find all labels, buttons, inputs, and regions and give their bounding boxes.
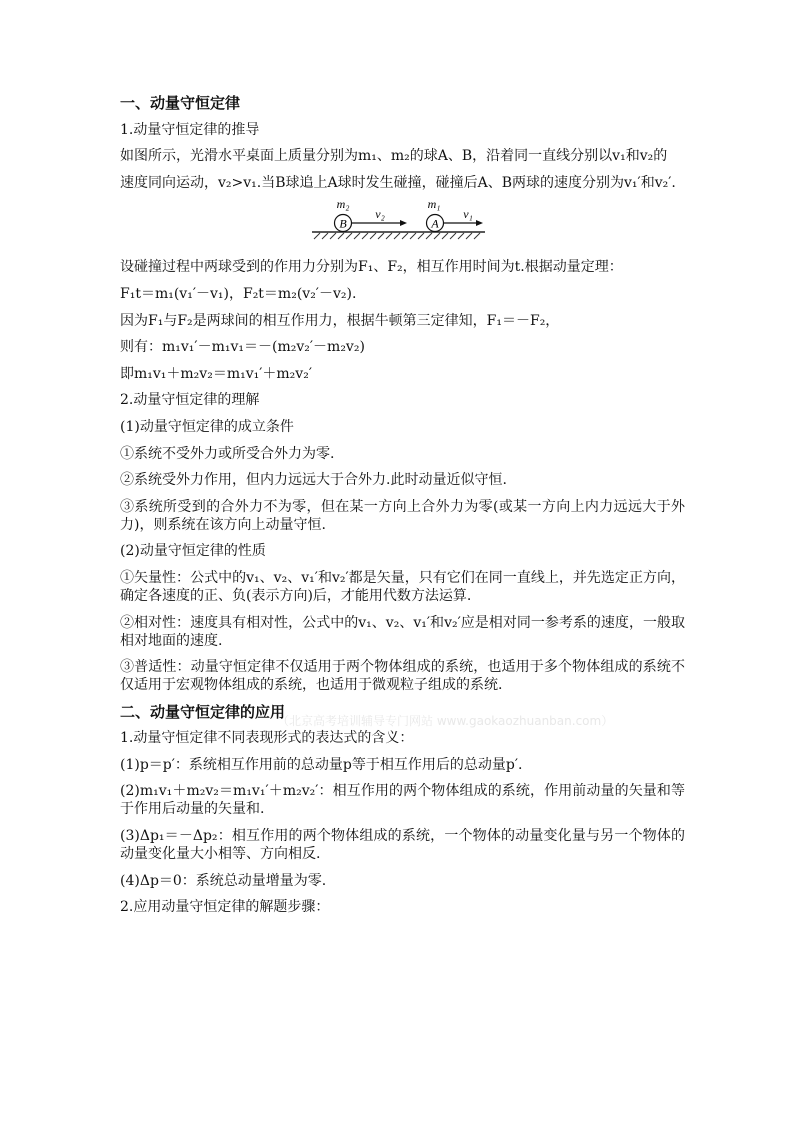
property-relativity: ②相对性：速度具有相对性，公式中的v₁、v₂、v₁′和v₂′应是相对同一参考系的速度，一般取相对地面的速度. — [120, 614, 685, 649]
intro-line-2: 速度同向运动，v₂>v₁.当B球追上A球时发生碰撞，碰撞后A、B两球的速度分别为v₁′和v₂′. — [120, 174, 676, 191]
properties-title: (2)动量守恒定律的性质 — [120, 543, 266, 560]
form-4: (4)Δp＝0：系统总动量增量为零. — [120, 872, 327, 889]
condition-3: ③系统所受到的合外力不为零，但在某一方向上合外力为零(或某一方向上内力远远大于外力)，则系统在该方向上动量守恒. — [120, 498, 685, 533]
document-body — [120, 94, 685, 925]
intro-line-1: 如图所示，光滑水平桌面上质量分别为m₁、m₂的球A、B，沿着同一直线分别以v₁和v₂的 — [120, 148, 668, 165]
subsection-1-2-title: 2.动量守恒定律的理解 — [120, 392, 260, 409]
condition-2: ②系统受外力作用，但内力远远大于合外力.此时动量近似守恒. — [120, 472, 507, 489]
ball-b-label: B — [339, 216, 347, 231]
derivation-line-4: 则有：m₁v₁′－m₁v₁＝－(m₂v₂′－m₂v₂) — [120, 339, 365, 356]
form-2: (2)m₁v₁＋m₂v₂＝m₁v₁′＋m₂v₂′：相互作用的两个物体组成的系统，作用前动量的矢量和等于作用后动量的矢量和. — [120, 783, 685, 818]
subsection-2-1-title: 1.动量守恒定律不同表现形式的表达式的含义： — [120, 730, 414, 747]
section-2-heading: 二、动量守恒定律的应用 — [120, 702, 286, 721]
derivation-line-3: 因为F₁与F₂是两球间的相互作用力，根据牛顿第三定律知，F₁＝－F₂， — [120, 312, 560, 329]
property-universality: ③普适性：动量守恒定律不仅适用于两个物体组成的系统，也适用于多个物体组成的系统不仅适用于宏观物体组成的系统，也适用于微观粒子组成的系统. — [120, 659, 685, 694]
mass-m1-label: m₁ — [427, 198, 441, 212]
hatch-marks — [314, 233, 480, 239]
velocity-v2-arrowhead — [400, 220, 407, 226]
ball-a-label: A — [431, 216, 439, 231]
derivation-line-1: 设碰撞过程中两球受到的作用力分别为F₁、F₂，相互作用时间为t.根据动量定理： — [120, 259, 623, 276]
subsection-1-1-title: 1.动量守恒定律的推导 — [120, 121, 260, 138]
subsection-2-2-title: 2.应用动量守恒定律的解题步骤： — [120, 899, 330, 916]
derivation-line-5: 即m₁v₁＋m₂v₂＝m₁v₁′＋m₂v₂′ — [120, 365, 312, 382]
watermark-text: （北京高考培训辅导专门网站 www.gaokaozhuanban.com） — [277, 714, 614, 728]
conditions-title: (1)动量守恒定律的成立条件 — [120, 418, 294, 435]
form-1: (1)p＝p′：系统相互作用前的总动量p等于相互作用后的总动量p′. — [120, 756, 523, 773]
velocity-v1-label: v₁ — [463, 207, 473, 222]
collision-figure — [120, 198, 685, 250]
mass-m2-label: m₂ — [336, 198, 350, 212]
condition-1: ①系统不受外力或所受合外力为零. — [120, 445, 335, 462]
collision-diagram — [310, 198, 490, 248]
property-vector: ①矢量性：公式中的v₁、v₂、v₁′和v₂′都是矢量，只有它们在同一直线上，并先选定正方向，确定各速度的正、负(表示方向)后，才能用代数方法运算. — [120, 569, 685, 604]
section-1-heading: 一、动量守恒定律 — [120, 94, 241, 112]
velocity-v2-label: v₂ — [375, 207, 385, 222]
velocity-v1-arrowhead — [476, 220, 483, 226]
form-3: (3)Δp₁＝－Δp₂：相互作用的两个物体组成的系统，一个物体的动量变化量与另一个物体的动量变化量大小相等、方向相反. — [120, 828, 685, 863]
derivation-line-2: F₁t＝m₁(v₁′－v₁)，F₂t＝m₂(v₂′－v₂). — [120, 285, 357, 302]
